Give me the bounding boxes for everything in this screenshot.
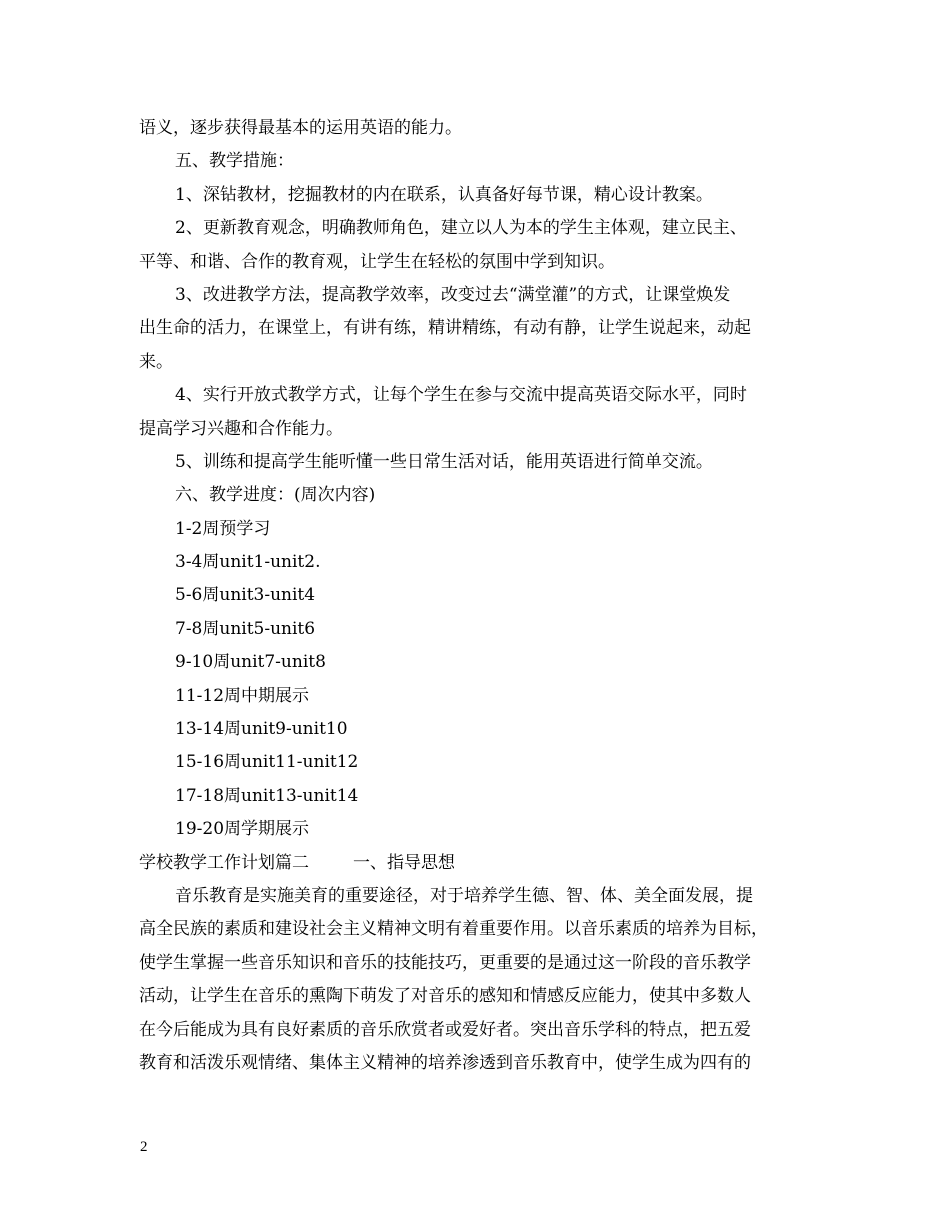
schedule-item: 7-8周unit5-unit6 [175, 618, 316, 639]
text-line: 语义，逐步获得最基本的运用英语的能力。 [139, 118, 462, 138]
list-item: 2、更新教育观念，明确教师角色，建立以人为本的学生主体观，建立民主、 [175, 218, 747, 239]
paragraph-line: 活动，让学生在音乐的熏陶下萌发了对音乐的感知和情感反应能力，使其中多数人 [139, 986, 751, 1007]
section-heading-row [139, 847, 819, 880]
text-line: 提高学习兴趣和合作能力。 [139, 418, 343, 439]
page-content [139, 112, 819, 1080]
schedule-item: 11-12周中期展示 [175, 685, 310, 706]
text-line: 平等、和谐、合作的教育观，让学生在轻松的氛围中学到知识。 [139, 251, 615, 272]
list-item: 1、深钻教材，挖掘教材的内在联系，认真备好每节课，精心设计教案。 [175, 184, 713, 205]
paragraph-line: 在今后能成为具有良好素质的音乐欣赏者或爱好者。突出音乐学科的特点，把五爱 [139, 1019, 751, 1040]
section-subtitle: 一、指导思想 [353, 852, 455, 873]
schedule-item: 13-14周unit9-unit10 [175, 719, 348, 740]
section-heading-measures: 五、教学措施： [175, 151, 294, 172]
schedule-item: 9-10周unit7-unit8 [175, 652, 326, 673]
paragraph-line: 音乐教育是实施美育的重要途径，对于培养学生德、智、体、美全面发展，提 [175, 885, 753, 906]
section-title: 学校教学工作计划篇二 [139, 852, 309, 873]
paragraph-line: 教育和活泼乐观情绪、集体主义精神的培养渗透到音乐教育中，使学生成为四有的 [139, 1052, 751, 1073]
paragraph-line: 高全民族的素质和建设社会主义精神文明有着重要作用。以音乐素质的培养为目标， [139, 919, 768, 940]
list-item: 3、改进教学方法，提高教学效率，改变过去“满堂灌”的方式，让课堂焕发 [175, 284, 731, 305]
schedule-item: 3-4周unit1-unit2. [175, 552, 321, 573]
schedule-item: 1-2周预学习 [175, 518, 271, 539]
schedule-item: 19-20周学期展示 [175, 819, 310, 840]
schedule-item: 15-16周unit11-unit12 [175, 752, 359, 773]
paragraph-line: 使学生掌握一些音乐知识和音乐的技能技巧，更重要的是通过这一阶段的音乐教学 [139, 952, 751, 973]
text-line: 来。 [139, 351, 173, 372]
text-line: 出生命的活力，在课堂上，有讲有练，精讲精练，有动有静，让学生说起来，动起 [139, 318, 751, 339]
list-item: 4、实行开放式教学方式，让每个学生在参与交流中提高英语交际水平，同时 [175, 385, 747, 406]
section-heading-schedule: 六、教学进度：(周次内容) [175, 485, 376, 506]
list-item: 5、训练和提高学生能听懂一些日常生活对话，能用英语进行简单交流。 [175, 451, 713, 472]
schedule-item: 17-18周unit13-unit14 [175, 785, 359, 806]
page-number: 2 [140, 1139, 148, 1155]
schedule-item: 5-6周unit3-unit4 [175, 585, 316, 606]
